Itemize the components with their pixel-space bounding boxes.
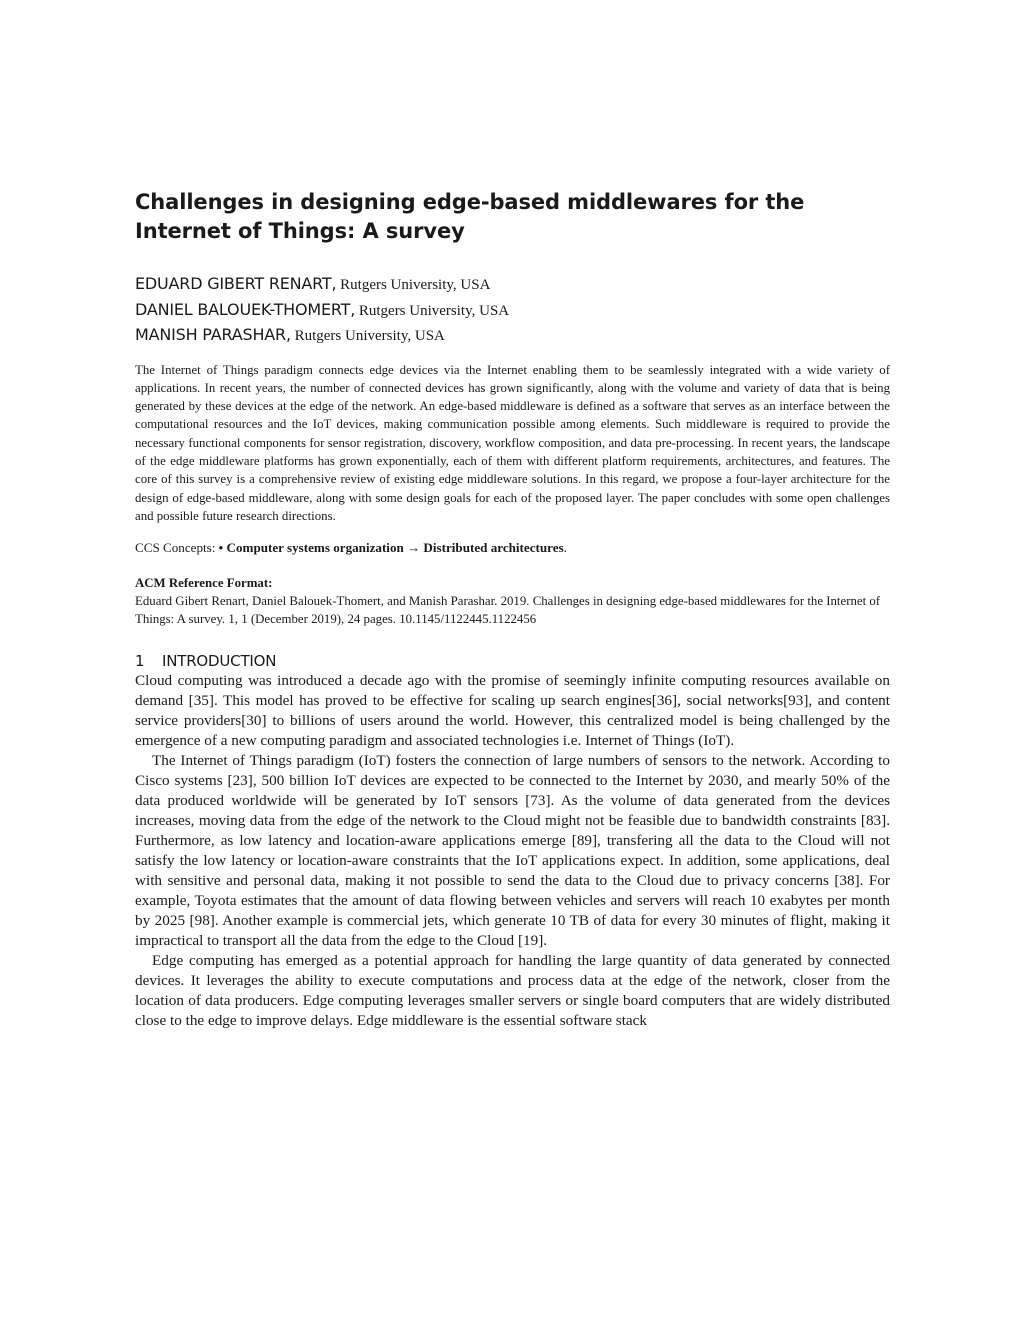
author-affiliation: Rutgers University, USA <box>290 328 445 344</box>
author-affiliation: Rutgers University, USA <box>336 277 491 293</box>
author-name: MANISH PARASHAR, <box>135 325 291 344</box>
body-paragraph: Cloud computing was introduced a decade ago with the promise of seemingly infinite computing resources available on demand [35]. This model has proved to be effective for scaling up search engines[36], social networks[93], and content service providers[30] to billions of users around the world. However, this centralized model is being challenged by the emergence of a new computing paradigm and associated technologies i.e. Internet of Things (IoT). <box>135 672 890 750</box>
section-title: INTRODUCTION <box>162 652 277 671</box>
abstract: The Internet of Things paradigm connects edge devices via the Internet enabling them to be seamlessly integrated with a wide variety of applications. In recent years, the number of connected devices has grown significantly, along with the volume and variety of data that is being generated by these devices at the edge of the network. An edge-based middleware is defined as a software that serves as an interface between the computational resources and the IoT devices, making communication possible among elements. Such middleware is required to provide the necessary functional components for sensor registration, discovery, workflow composition, and data pre-processing. In recent years, the landscape of the edge middleware platforms has grown exponentially, each of them with different platform requirements, architectures, and features. The core of this survey is a comprehensive review of existing edge middleware solutions. In this regard, we propose a four-layer architecture for the design of edge-based middleware, along with some design goals for each of the proposed layer. The paper concludes with some open challenges and possible future research directions. <box>135 362 890 523</box>
acm-reference-heading: ACM Reference Format: <box>135 576 273 591</box>
author-name: EDUARD GIBERT RENART, <box>135 274 337 293</box>
paper-content <box>135 188 890 1031</box>
acm-reference-text: Eduard Gibert Renart, Daniel Balouek-Thomert, and Manish Parashar. 2019. Challenges in designing edge-based middlewares for the Internet of Things: A survey. 1, 1 (December 2019), 24 pages. 10.1145/1122445.1122456 <box>135 594 881 627</box>
section-number: 1 <box>135 652 145 671</box>
acm-reference <box>135 574 890 628</box>
author-affiliation: Rutgers University, USA <box>355 302 510 319</box>
body-paragraph: The Internet of Things paradigm (IoT) fosters the connection of large numbers of sensors to the network. According to Cisco systems [23], 500 billion IoT devices are expected to be connected to the Internet by 2030, and mearly 50% of the data produced worldwide will be generated by IoT sensors [73]. As the volume of data generated from the devices increases, moving data from the edge of the network to the Cloud might not be feasible due to bandwidth constraints [83]. Furthermore, as low latency and location-aware applications emerge [89], transfering all the data to the Cloud will not satisfy the low latency or location-aware constraints that the IoT applications expect. In addition, some applications, deal with sensitive and personal data, making it not possible to send the data to the Cloud due to privacy concerns [38]. For example, Toyota estimates that the amount of data flowing between vehicles and servers will reach 10 exabytes per month by 2025 [98]. Another example is commercial jets, which generate 10 TB of data for every 30 minutes of flight, making it impractical to transport all the data from the edge to the Cloud [19]. <box>135 752 890 950</box>
author-list <box>135 272 890 349</box>
section-heading <box>135 651 890 671</box>
paper-title: Challenges in designing edge-based middlewares for the Internet of Things: A survey <box>135 190 805 243</box>
ccs-label: CCS Concepts: <box>135 540 219 556</box>
body-paragraph: Edge computing has emerged as a potential approach for handling the large quantity of data generated by connected devices. It leverages the ability to execute computations and process data at the edge of the network, closer from the location of data producers. Edge computing leverages smaller servers or single board computers that are widely distributed close to the edge to improve delays. Edge middleware is the essential software stack <box>135 952 890 1030</box>
author-name: DANIEL BALOUEK-THOMERT, <box>135 299 356 319</box>
ccs-concepts <box>135 539 890 557</box>
author-entry <box>135 272 890 298</box>
ccs-concepts-list: • Computer systems organization → Distributed architectures <box>218 540 564 556</box>
ccs-end: . <box>563 540 567 556</box>
author-entry <box>135 298 890 324</box>
author-entry <box>135 323 890 349</box>
